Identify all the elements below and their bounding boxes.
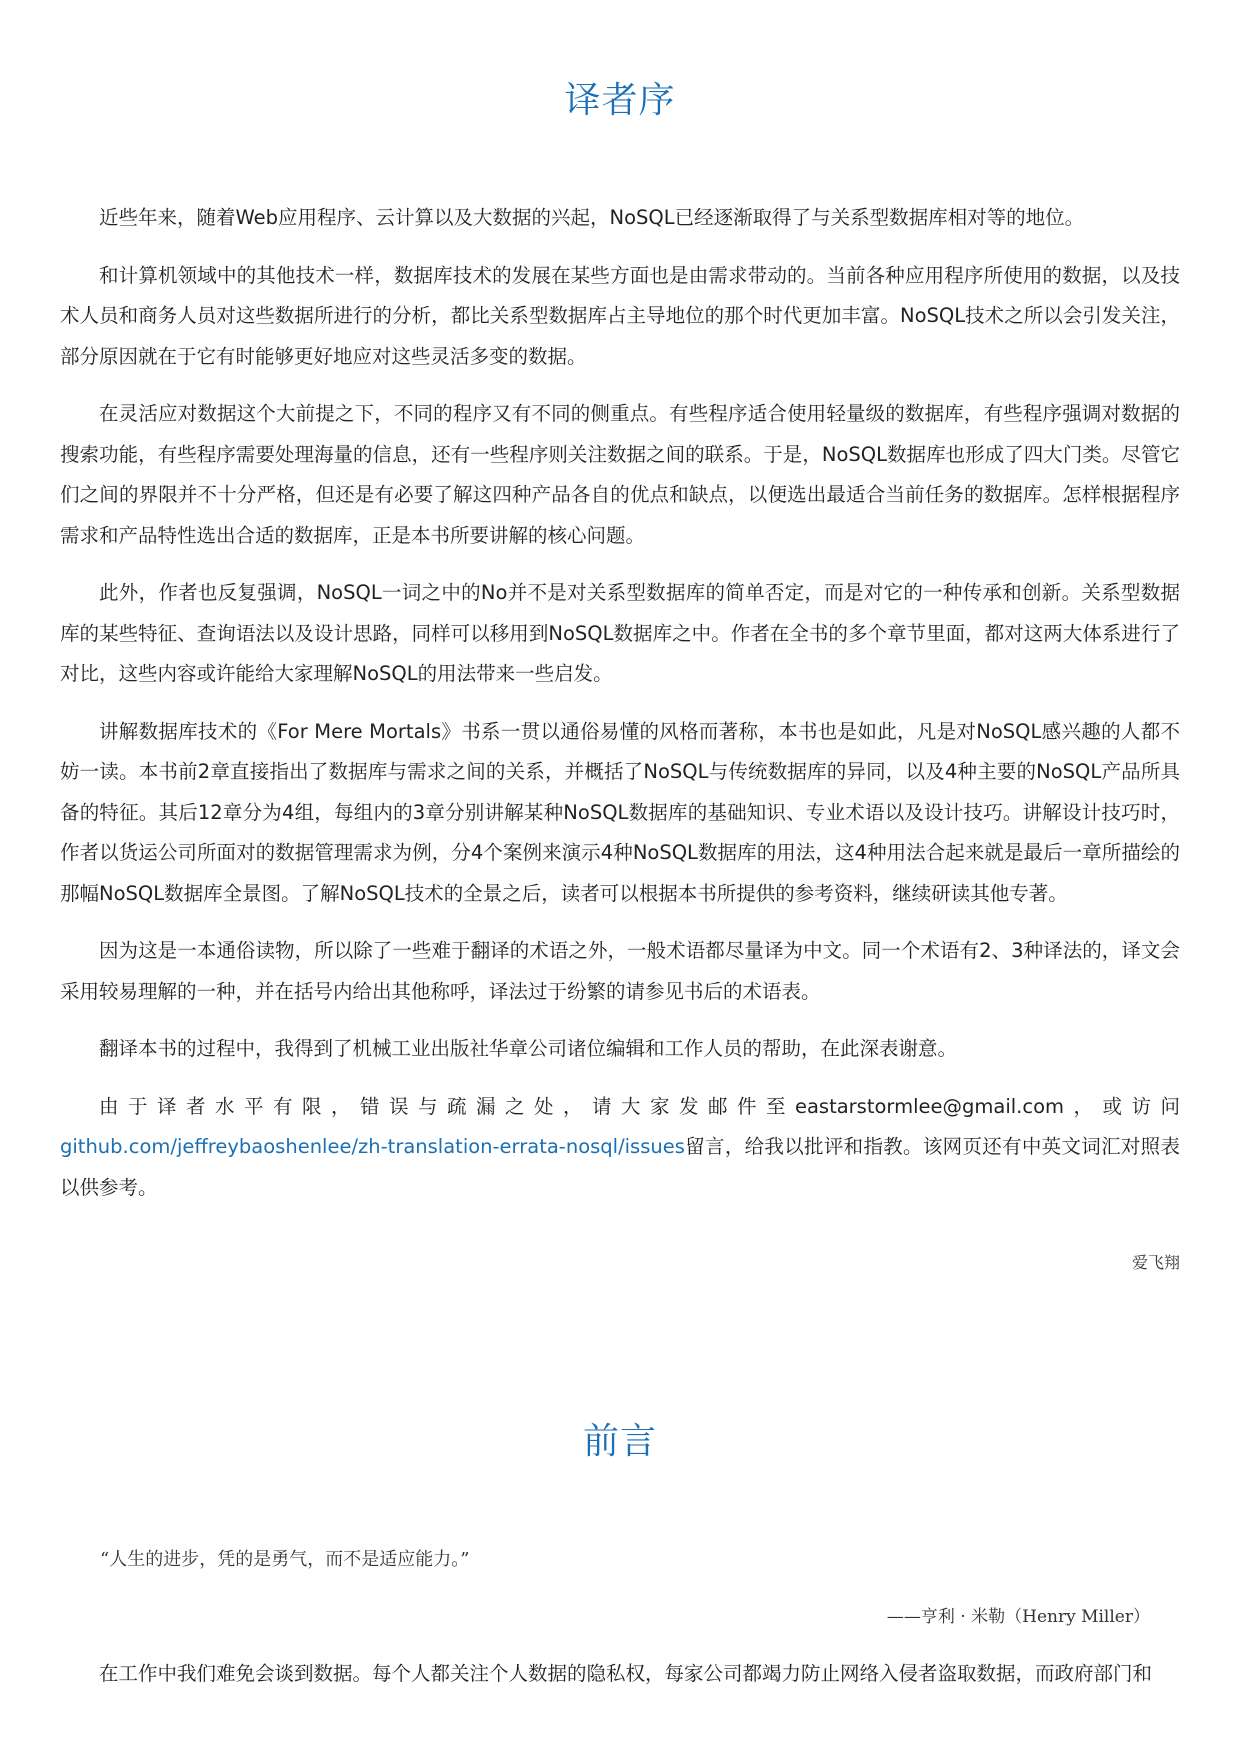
- paragraph: 在工作中我们难免会谈到数据。每个人都关注个人数据的隐私权，每家公司都竭力防止网络入侵者盗取数据，而政府部门和: [99, 1662, 1153, 1685]
- translator-preface-body: [60, 198, 1180, 1225]
- epigraph-quote: “人生的进步，凭的是勇气，而不是适应能力。”: [100, 1549, 470, 1570]
- preface-title: 前言: [582, 1421, 657, 1462]
- contact-text-after: 留言，给我以批评和指教。该网页还有中英文词汇对照表以供参考。: [60, 1135, 1180, 1199]
- paragraph: 讲解数据库技术的《For Mere Mortals》书系一贯以通俗易懂的风格而著称，本书也是如此，凡是对NoSQL感兴趣的人都不妨一读。本书前2章直接指出了数据库与需求之间的关系，并概括了NoSQL与传统数据库的异同，以及4种主要的NoSQL产品所具备的特征。其后12章分为4组，每组内的3章分别讲解某种NoSQL数据库的基础知识、专业术语以及设计技巧。讲解设计技巧时，作者以货运公司所面对的数据管理需求为例，分4个案例来演示4种NoSQL数据库的用法，这4种用法合起来就是最后一章所描绘的那幅NoSQL数据库全景图。了解NoSQL技术的全景之后，读者可以根据本书所提供的参考资料，继续研读其他专著。: [60, 719, 1181, 905]
- preface-body: [60, 1654, 1180, 1712]
- translator-signature: 爱飞翔: [1131, 1253, 1180, 1272]
- paragraph: 此外，作者也反复强调，NoSQL一词之中的No并不是对关系型数据库的简单否定，而是对它的一种传承和创新。关系型数据库的某些特征、查询语法以及设计思路，同样可以移用到NoSQL数据库之中。作者在全书的多个章节里面，都对这两大体系进行了对比，这些内容或许能给大家理解NoSQL的用法带来一些启发。: [60, 581, 1180, 685]
- translator-preface-title: 译者序: [564, 80, 676, 121]
- paragraph: 翻译本书的过程中，我得到了机械工业出版社华章公司诸位编辑和工作人员的帮助，在此深表谢意。: [99, 1037, 958, 1060]
- paragraph: 在灵活应对数据这个大前提之下，不同的程序又有不同的侧重点。有些程序适合使用轻量级的数据库，有些程序强调对数据的搜索功能，有些程序需要处理海量的信息，还有一些程序则关注数据之间的联系。于是，NoSQL数据库也形成了四大门类。尽管它们之间的界限并不十分严格，但还是有必要了解这四种产品各自的优点和缺点，以便选出最适合当前任务的数据库。怎样根据程序需求和产品特性选出合适的数据库，正是本书所要讲解的核心问题。: [60, 402, 1180, 547]
- paragraph: 和计算机领域中的其他技术一样，数据库技术的发展在某些方面也是由需求带动的。当前各种应用程序所使用的数据，以及技术人员和商务人员对这些数据所进行的分析，都比关系型数据库占主导地位的那个时代更加丰富。NoSQL技术之所以会引发关注，部分原因就在于它有时能够更好地应对这些灵活多变的数据。: [60, 263, 1180, 368]
- epigraph-author: ——亨利 · 米勒（Henry Miller）: [886, 1607, 1150, 1627]
- paragraph: 因为这是一本通俗读物，所以除了一些难于翻译的术语之外，一般术语都尽量译为中文。同一个术语有2、3种译法的，译文会采用较易理解的一种，并在括号内给出其他称呼，译法过于纷繁的请参见书后的术语表。: [60, 939, 1180, 1003]
- contact-text-before: 由于译者水平有限，错误与疏漏之处，请大家发邮件至eastarstormlee@gmail.com，或访问: [99, 1094, 1180, 1118]
- paragraph: 近些年来，随着Web应用程序、云计算以及大数据的兴起，NoSQL已经逐渐取得了与关系型数据库相对等的地位。: [99, 206, 1085, 229]
- paragraph-contact: [60, 1087, 1180, 1209]
- errata-link[interactable]: github.com/jeffreybaoshenlee/zh-translation-errata-nosql/issues: [60, 1135, 685, 1158]
